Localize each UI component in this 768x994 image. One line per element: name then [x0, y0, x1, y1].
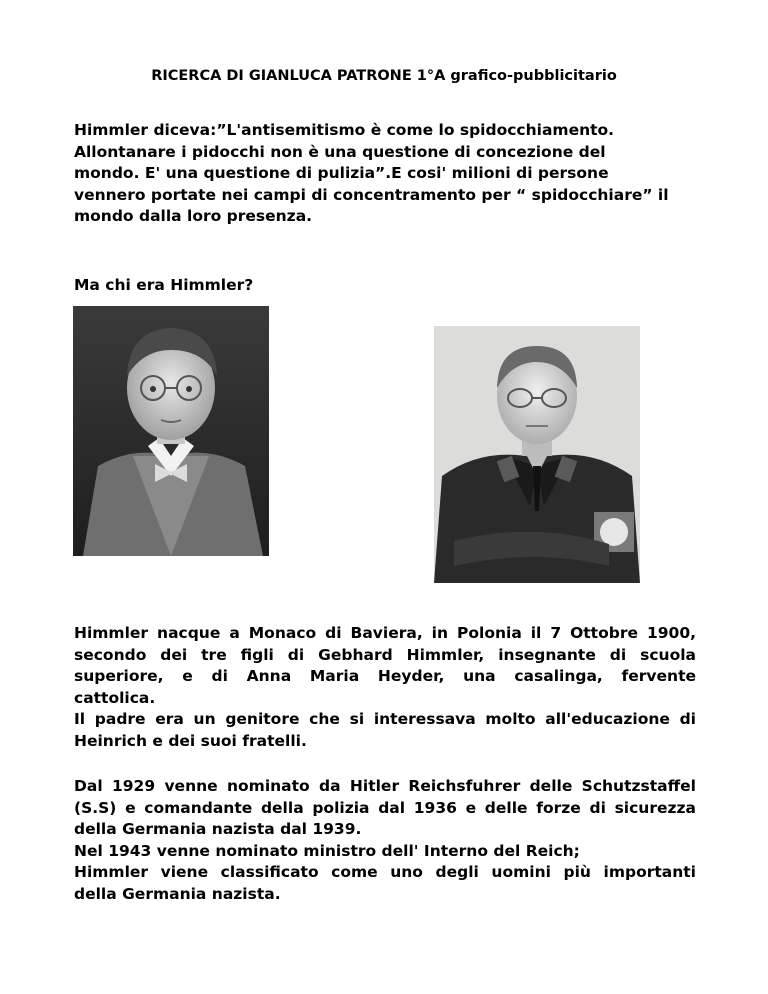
photo-himmler-child-image	[73, 306, 269, 556]
career-line: (S.S) e comandante della polizia dal 1936 e delle forze di sicurezza	[74, 798, 696, 817]
career-paragraph	[74, 776, 696, 905]
career-line: Dal 1929 venne nominato da Hitler Reichsfuhrer delle Schutzstaffel	[74, 777, 696, 795]
biography-paragraph	[74, 623, 696, 752]
biography-line: superiore, e di Anna Maria Heyder, una casalinga, fervente	[74, 667, 696, 685]
career-line: della Germania nazista dal 1939.	[74, 820, 362, 838]
section-question: Ma chi era Himmler?	[74, 276, 254, 294]
intro-line: Himmler diceva:”L'antisemitismo è come lo spidocchiamento.	[74, 121, 615, 139]
biography-line: Heinrich e dei suoi fratelli.	[74, 731, 307, 750]
document-title: RICERCA DI GIANLUCA PATRONE 1°A grafico-pubblicitario	[151, 68, 617, 84]
photo-himmler-uniform-image	[434, 326, 640, 583]
biography-line: cattolica.	[74, 688, 156, 707]
photo-himmler-uniform	[434, 326, 640, 583]
career-line: della Germania nazista.	[74, 884, 281, 903]
intro-line: vennero portate nei campi di concentramento per “ spidocchiare” il	[74, 185, 669, 204]
photo-himmler-child	[73, 306, 269, 556]
biography-line: Himmler nacque a Monaco di Baviera, in Polonia il 7 Ottobre 1900,	[74, 624, 696, 642]
career-line: Himmler viene classificato come uno degli uomini più importanti	[74, 863, 696, 881]
career-line: Nel 1943 venne nominato ministro dell' Interno del Reich;	[74, 841, 580, 860]
intro-line: mondo. E' una questione di pulizia”.E cosi' milioni di persone	[74, 164, 609, 182]
intro-line: mondo dalla loro presenza.	[74, 207, 313, 225]
biography-line: secondo dei tre figli di Gebhard Himmler, insegnante di scuola	[74, 645, 696, 664]
biography-line: Il padre era un genitore che si interessava molto all'educazione di	[74, 710, 696, 728]
intro-paragraph	[74, 120, 696, 228]
intro-line: Allontanare i pidocchi non è una questione di concezione del	[74, 142, 606, 161]
